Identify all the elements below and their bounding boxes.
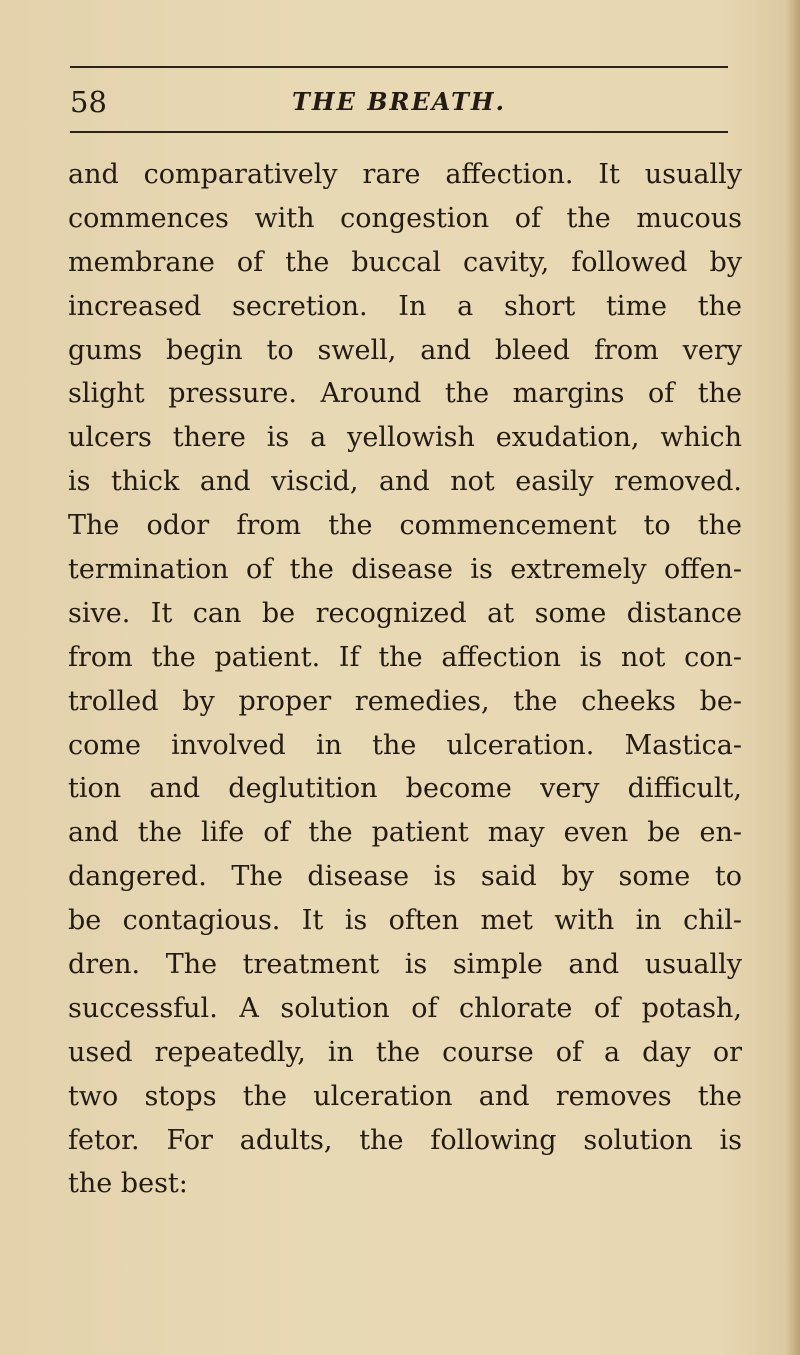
text-line: be contagious. It is often met with in chil- xyxy=(68,905,742,937)
text-line: tion and deglutition become very difficult, xyxy=(68,773,742,805)
text-line: fetor. For adults, the following solution is xyxy=(68,1124,742,1156)
text-line: come involved in the ulceration. Mastica- xyxy=(68,729,742,761)
text-line: The odor from the commencement to the xyxy=(68,510,742,542)
text-line: sive. It can be recognized at some distance xyxy=(68,597,742,629)
text-line: dren. The treatment is simple and usually xyxy=(68,949,742,981)
running-title: THE BREATH. xyxy=(292,87,506,116)
page-edge-shadow xyxy=(786,0,800,1355)
running-head xyxy=(70,84,728,120)
text-line: and the life of the patient may even be en- xyxy=(68,817,742,849)
text-line: ulcers there is a yellowish exudation, which xyxy=(68,422,742,454)
text-line: the best: xyxy=(68,1168,188,1200)
header-rule-top xyxy=(70,66,728,68)
text-line: trolled by proper remedies, the cheeks be- xyxy=(68,685,742,717)
text-line: from the patient. If the affection is not con- xyxy=(68,641,742,673)
page-number: 58 xyxy=(70,85,107,119)
text-line: dangered. The disease is said by some to xyxy=(68,861,742,893)
text-line: used repeatedly, in the course of a day or xyxy=(68,1036,742,1068)
text-line: is thick and viscid, and not easily removed. xyxy=(68,466,742,498)
text-line: membrane of the buccal cavity, followed by xyxy=(68,246,742,278)
header-rule-bottom xyxy=(70,131,728,133)
text-line: two stops the ulceration and removes the xyxy=(68,1080,742,1112)
text-line: increased secretion. In a short time the xyxy=(68,290,742,322)
text-line: slight pressure. Around the margins of the xyxy=(68,378,742,410)
body-text xyxy=(68,153,742,1206)
text-line: commences with congestion of the mucous xyxy=(68,202,742,234)
text-line: and comparatively rare affection. It usually xyxy=(68,159,742,190)
text-line: gums begin to swell, and bleed from very xyxy=(68,334,742,366)
text-line: successful. A solution of chlorate of potash, xyxy=(68,992,742,1024)
text-line: termination of the disease is extremely offen- xyxy=(68,554,742,586)
